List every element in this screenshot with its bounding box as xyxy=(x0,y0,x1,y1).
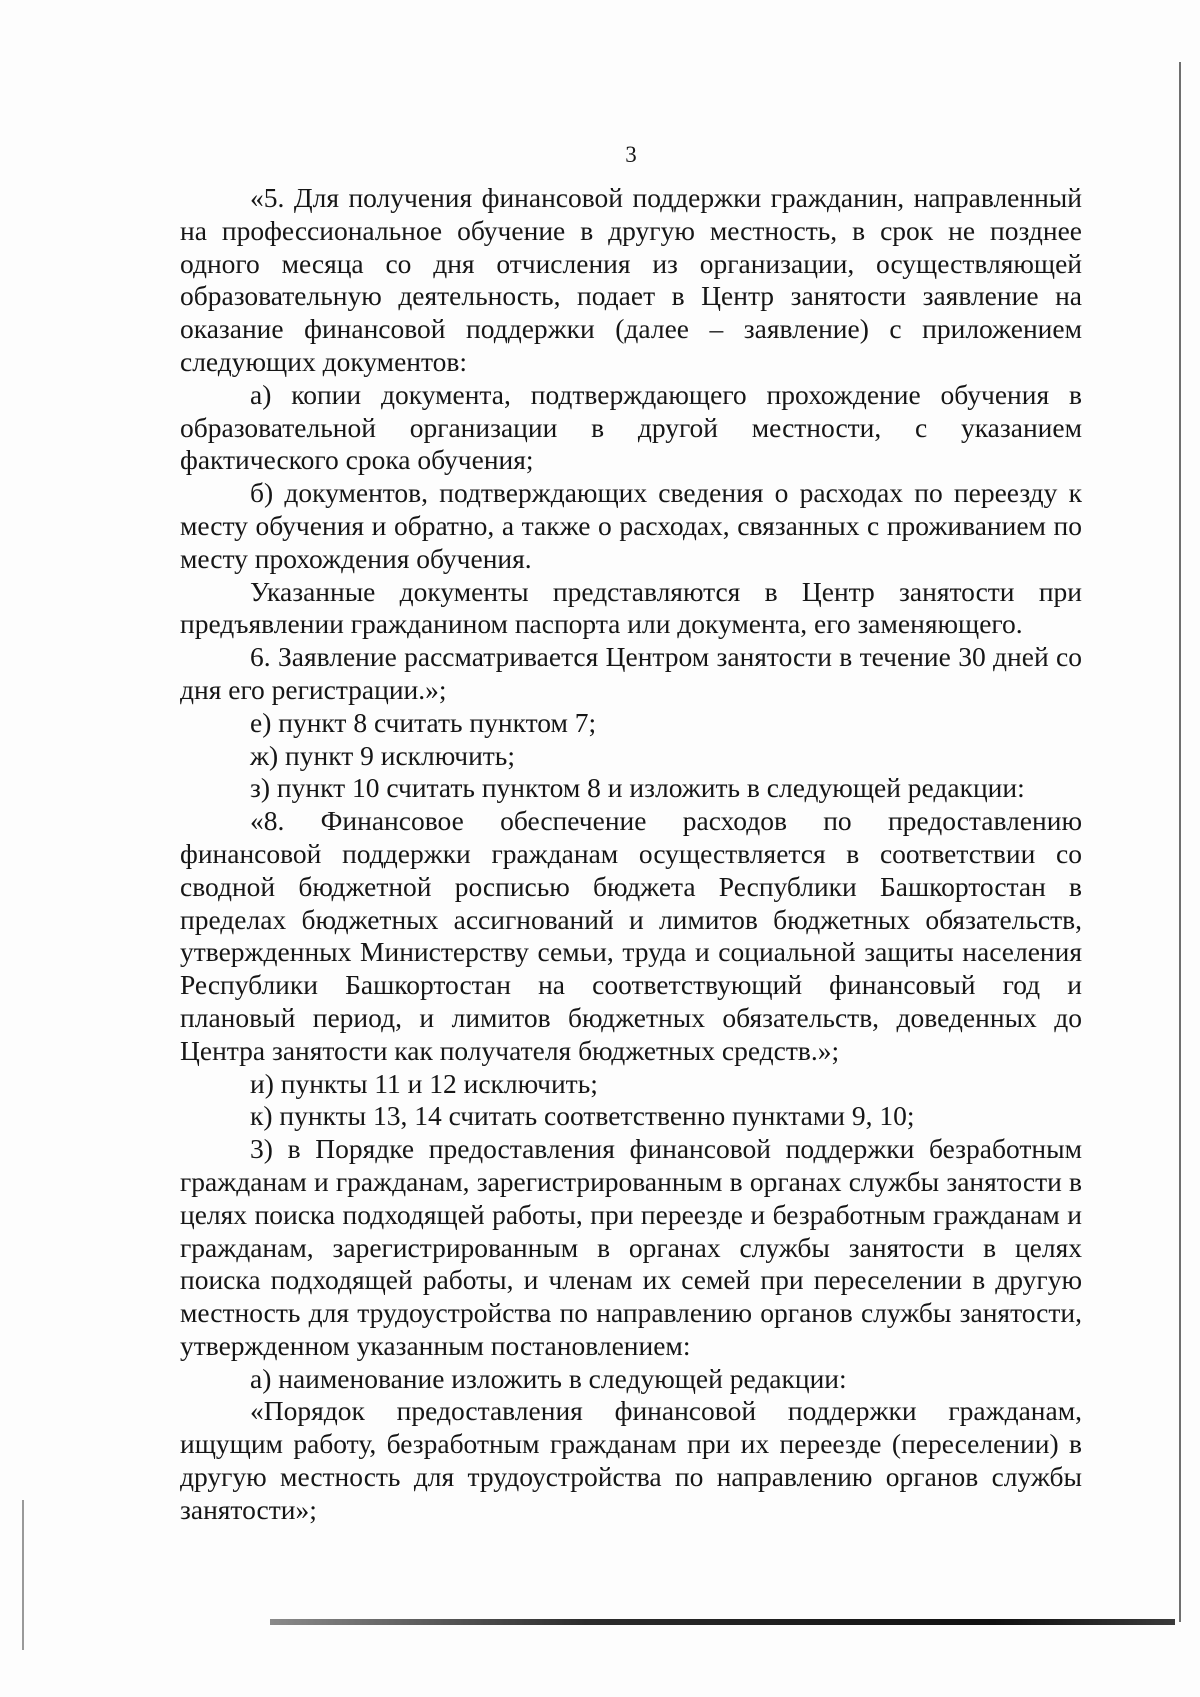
paragraph-13: а) наименование изложить в следующей редакции: xyxy=(250,1362,847,1394)
document-body xyxy=(180,182,1082,1527)
scan-edge-right xyxy=(1179,62,1181,1622)
paragraph-6: е) пункт 8 считать пунктом 7; xyxy=(250,706,597,738)
paragraph-1: «5. Для получения финансовой поддержки гражданин, направленный на профессиональное обучение в другую местность, в срок не позднее одного месяца со дня отчисления из организации, осуществляющей образовательную деятельность, подает в Центр занятости заявление на оказание финансовой поддержки (далее – заявление) с приложением следующих документов: xyxy=(180,182,1082,377)
page-number: 3 xyxy=(625,142,637,167)
paragraph-3: б) документов, подтверждающих сведения о расходах по переезду к месту обучения и обратно, а также о расходах, связанных с проживанием по месту прохождения обучения. xyxy=(180,477,1082,574)
paragraph-8: з) пункт 10 считать пунктом 8 и изложить в следующей редакции: xyxy=(250,772,1025,804)
paragraph-10: и) пункты 11 и 12 исключить; xyxy=(250,1067,598,1099)
paragraph-12: 3) в Порядке предоставления финансовой поддержки безработным гражданам и гражданам, зарегистрированным в органах службы занятости в целях поиска подходящей работы, при переезде и безработным гражданам и гражданам, зарегистрированным в органах службы занятости в целях поиска подходящей работы, и членам их семей при переселении в другую местность для трудоустройства по направлению органов службы занятости, утвержденном указанным постановлением: xyxy=(180,1133,1082,1361)
scan-edge-bottom xyxy=(270,1619,1175,1625)
paragraph-14: «Порядок предоставления финансовой поддержки гражданам, ищущим работу, безработным гражданам при их переезде (переселении) в другую местность для трудоустройства по направлению органов службы занятости»; xyxy=(180,1395,1082,1525)
paragraph-7: ж) пункт 9 исключить; xyxy=(250,739,515,771)
paragraph-2: а) копии документа, подтверждающего прохождение обучения в образовательной организации в другой местности, с указанием фактического срока обучения; xyxy=(180,378,1082,476)
paragraph-11: к) пункты 13, 14 считать соответственно пунктами 9, 10; xyxy=(250,1100,915,1132)
scan-edge-left xyxy=(22,1500,24,1650)
paragraph-5: 6. Заявление рассматривается Центром занятости в течение 30 дней со дня его регистрации.»; xyxy=(180,641,1082,705)
paragraph-9: «8. Финансовое обеспечение расходов по предоставлению финансовой поддержки гражданам осуществляется в соответствии со сводной бюджетной росписью бюджета Республики Башкортостан в пределах бюджетных ассигнований и лимитов бюджетных обязательств, утвержденных Министерству семьи, труда и социальной защиты населения Республики Башкортостан на соответствующий финансовый год и плановый период, и лимитов бюджетных обязательств, доведенных до Центра занятости как получателя бюджетных средств.»; xyxy=(180,805,1082,1066)
paragraph-4: Указанные документы представляются в Центр занятости при предъявлении гражданином паспорта или документа, его заменяющего. xyxy=(180,575,1082,640)
